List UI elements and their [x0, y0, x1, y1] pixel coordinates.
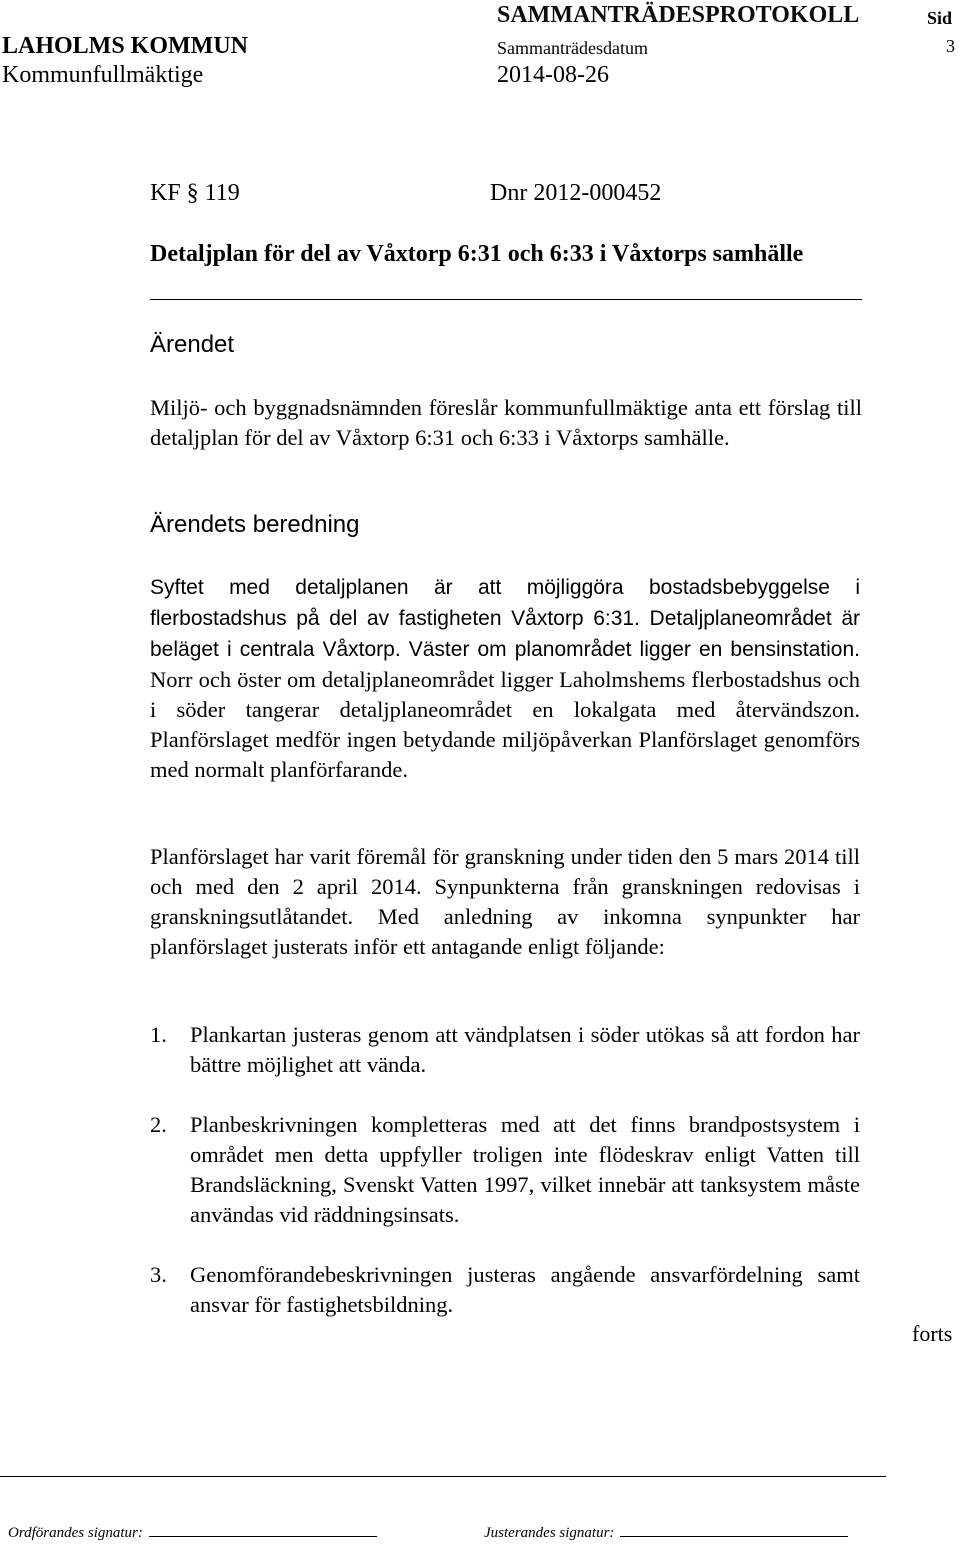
beredning-text-sans: Syftet med detaljplanen är att möjliggöra bostadsbebyggelse i flerbostadshus på del av fastigheten Våxtorp 6:31. Detaljplaneområdet är beläget i centrala Våxtorp. Väster om planområdet ligger en bensinstation. [150, 576, 860, 661]
list-item [150, 1260, 860, 1320]
chair-signature-line [149, 1523, 377, 1537]
list-item-text: Genomförandebeskrivningen justeras angående ansvarfördelning samt ansvar för fastighetsbildning. [190, 1262, 860, 1317]
beredning-text-serif: Norr och öster om detaljplaneområdet ligger Laholmshems flerbostadshus och i söder tangerar detaljplaneområdet en lokalgata med återvändszon. Planförslaget medför ingen betydande miljöpåverkan Planförslaget genomförs med normalt planförfarande. [150, 667, 860, 782]
list-item-number: 3. [150, 1262, 167, 1287]
document-type: SAMMANTRÄDESPROTOKOLL [497, 2, 860, 28]
continued-marker: forts [912, 1321, 953, 1346]
meeting-date: 2014-08-26 [497, 62, 609, 88]
adjuster-signature [484, 1523, 848, 1542]
registration-number: Dnr 2012-000452 [490, 180, 662, 206]
municipality-name: LAHOLMS KOMMUN [2, 33, 248, 59]
title-divider [150, 299, 862, 300]
governing-body: Kommunfullmäktige [2, 62, 204, 88]
page-number: 3 [946, 36, 955, 56]
chair-signature-label: Ordförandes signatur: [8, 1525, 143, 1541]
list-item [150, 1020, 860, 1080]
case-number: KF § 119 [150, 180, 240, 206]
case-title: Detaljplan för del av Våxtorp 6:31 och 6:33 i Våxtorps samhälle [150, 241, 804, 267]
meeting-date-label: Sammanträdesdatum [497, 38, 648, 58]
granskning-paragraph: Planförslaget har varit föremål för granskning under tiden den 5 mars 2014 till och med den 2 april 2014. Synpunkterna från granskningen redovisas i granskningsutlåtandet. Med anledning av inkomna synpunkter har planförslaget justerats inför ett antagande enligt följande: [150, 844, 860, 959]
adjuster-signature-line [620, 1523, 848, 1537]
list-item [150, 1110, 860, 1230]
list-item-text: Plankartan justeras genom att vändplatsen i söder utökas så att fordon har bättre möjlighet att vända. [190, 1022, 860, 1077]
section-heading-arendet: Ärendet [150, 331, 235, 358]
list-item-number: 1. [150, 1022, 167, 1047]
section-heading-beredning: Ärendets beredning [150, 511, 360, 538]
footer-divider [0, 1476, 886, 1477]
chair-signature [8, 1523, 377, 1542]
page-label: Sid [927, 8, 953, 28]
arendet-paragraph: Miljö- och byggnadsnämnden föreslår kommunfullmäktige anta ett förslag till detaljplan för del av Våxtorp 6:31 och 6:33 i Våxtorps samhälle. [150, 395, 862, 450]
list-item-number: 2. [150, 1112, 167, 1137]
adjuster-signature-label: Justerandes signatur: [484, 1525, 615, 1541]
list-item-text: Planbeskrivningen kompletteras med att det finns brandpostsystem i området men detta uppfyller troligen inte flödeskrav enligt Vatten till Brandsläckning, Svenskt Vatten 1997, vilket innebär att tanksystem måste användas vid räddningsinsats. [190, 1112, 860, 1227]
beredning-paragraph [150, 572, 860, 785]
